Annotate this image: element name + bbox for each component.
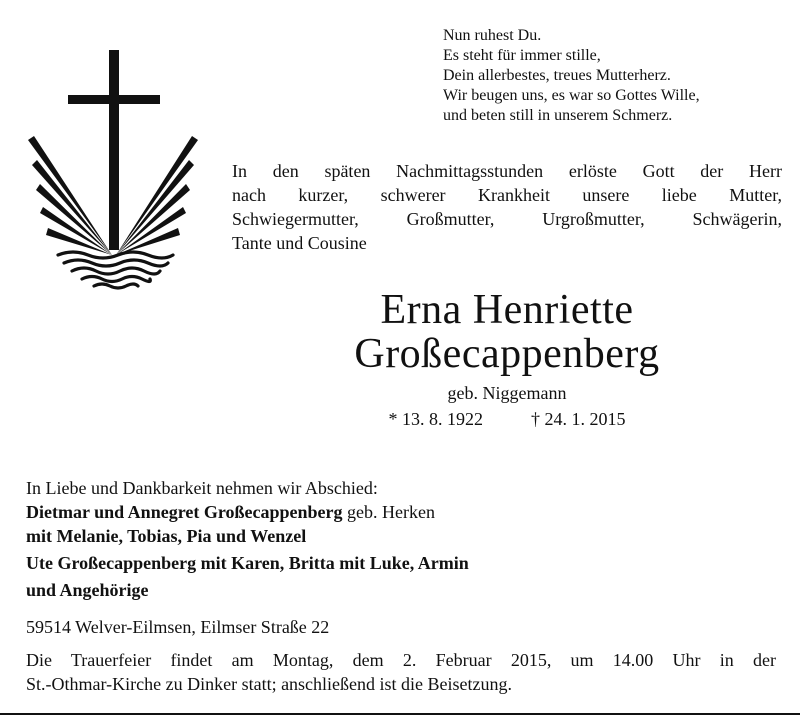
mourners-intro: In Liebe und Dankbarkeit nehmen wir Abschied:: [26, 478, 378, 498]
poem-line: und beten still in unserem Schmerz.: [443, 107, 673, 124]
poem-line: Nun ruhest Du.: [443, 27, 542, 44]
announcement-line: In den späten Nachmittagsstunden erlöste Gott der Herr: [232, 161, 782, 181]
deceased-block: [232, 288, 782, 430]
announcement-line: Schwiegermutter, Großmutter, Urgroßmutter, Schwägerin,: [232, 209, 782, 229]
death-date: † 24. 1. 2015: [531, 409, 626, 429]
announcement-line: nach kurzer, schwerer Krankheit unsere liebe Mutter,: [232, 185, 782, 205]
life-dates: [232, 408, 782, 430]
birth-name: geb. Niggemann: [447, 383, 567, 403]
mourner-name: Dietmar und Annegret Großecappenberg: [26, 502, 343, 522]
poem-line: Dein allerbestes, treues Mutterherz.: [443, 67, 671, 84]
mourner-birth-name: geb. Herken: [342, 502, 435, 522]
mourner-line: mit Melanie, Tobias, Pia und Wenzel: [26, 526, 307, 546]
poem-line: Wir beugen uns, es war so Gottes Wille,: [443, 87, 700, 104]
deceased-last-name: Großecappenberg: [354, 331, 660, 377]
announcement-line: Tante und Cousine: [232, 233, 367, 253]
mourner-line: und Angehörige: [26, 580, 149, 600]
poem-line: Es steht für immer stille,: [443, 47, 601, 64]
address: 59514 Welver-Eilmsen, Eilmser Straße 22: [26, 617, 330, 637]
funeral-info: [26, 648, 776, 696]
funeral-line: St.-Othmar-Kirche zu Dinker statt; anschließend ist die Beisetzung.: [26, 674, 513, 694]
deceased-first-name: Erna Henriette: [380, 287, 634, 333]
birth-date: * 13. 8. 1922: [388, 409, 483, 429]
mourner-line: [26, 500, 786, 524]
funeral-line: Die Trauerfeier findet am Montag, dem 2. Februar 2015, um 14.00 Uhr in der: [26, 650, 776, 670]
mourners: [26, 476, 786, 602]
mourner-line: Ute Großecappenberg mit Karen, Britta mit Luke, Armin: [26, 553, 469, 573]
announcement-text: [232, 159, 782, 255]
cross-with-sunrays-icon: [28, 50, 198, 290]
poem: [443, 26, 783, 126]
